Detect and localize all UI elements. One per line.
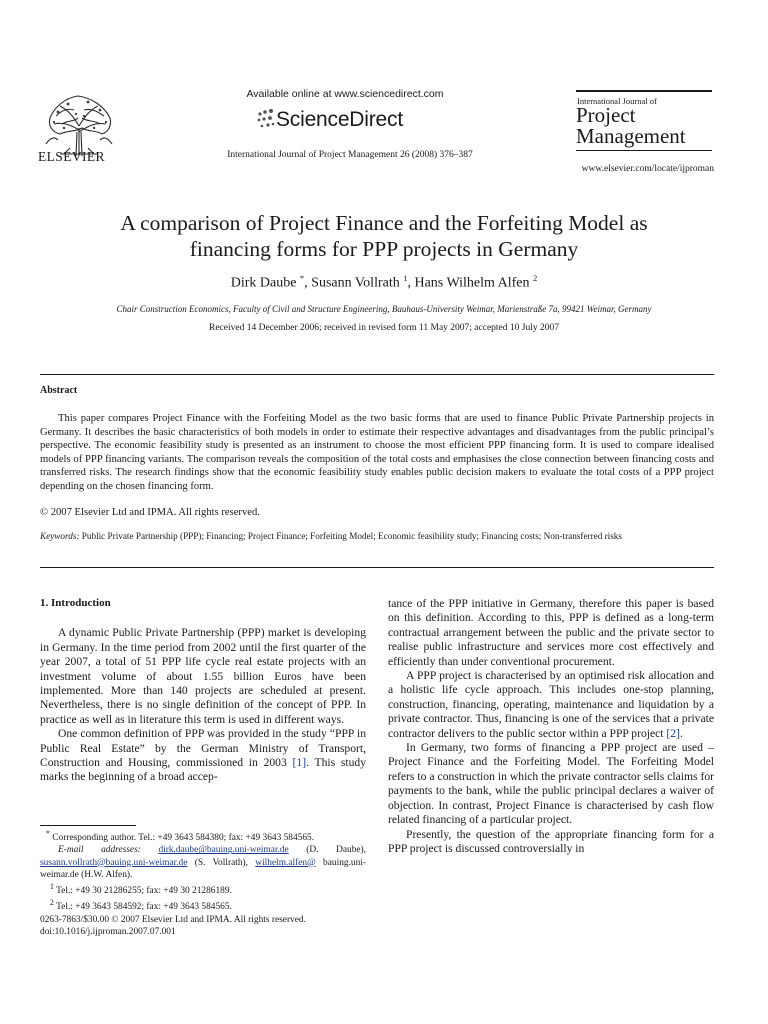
affiliation: Chair Construction Economics, Faculty of Civil and Structure Engineering, Bauhaus-University Weimar, Marienstraße 7a, 99421 Weimar, Germany — [116, 304, 652, 314]
doi-line[interactable]: doi:10.1016/j.ijproman.2007.07.001 — [40, 927, 176, 938]
masthead-management: Management — [576, 124, 686, 148]
footnote-mark: 2 — [50, 898, 54, 908]
footnote-corresponding — [40, 828, 366, 844]
journal-citation: International Journal of Project Management 26 (2008) 376–387 — [227, 150, 473, 160]
author-3: Hans Wilhelm Alfen — [414, 275, 530, 291]
journal-url[interactable]: www.elsevier.com/locate/ijproman — [581, 164, 714, 174]
footnote-emails — [40, 844, 366, 881]
email-label: E-mail addresses: — [58, 845, 141, 856]
email-link-alfen-cont[interactable]: bauing.uni-weimar.de — [40, 857, 367, 880]
keywords-label: Keywords: — [40, 531, 80, 541]
body-column-left — [40, 596, 366, 785]
email-owner: (D. Daube), — [306, 845, 367, 856]
footnote-2 — [40, 897, 366, 913]
abstract-heading: Abstract — [40, 385, 78, 396]
body-paragraph: A dynamic Public Private Partnership (PPP) market is developing in Germany. In the time period from 2002 until the first quarter of the year 2007, a total of 51 PPP life cycle real estate projects with an investment volume of about 1.55 billion Euros have been implemented. More than 140 projects are scheduled at present. Nevertheless, there is no single definition of the concept of PPP. In practice as well as in literature this term is used in different ways. — [40, 626, 366, 726]
email-owner: (H.W. Alfen). — [81, 869, 133, 880]
masthead-small-line: International Journal of — [577, 96, 657, 106]
elsevier-tree-logo — [40, 88, 118, 158]
paragraph-text: . — [679, 726, 683, 740]
abstract-bottom-rule — [40, 567, 714, 568]
body-paragraph: Presently, the question of the appropriate financing form for a PPP project is discussed controversially in — [388, 827, 714, 855]
masthead-bottom-rule — [576, 150, 712, 151]
footnote-mark: 1 — [50, 881, 54, 891]
keywords-list: Public Private Partnership (PPP); Financing; Project Finance; Forfeiting Model; Economic feasibility study; Financing costs; Non-transferred risks — [81, 531, 622, 541]
article-meta — [40, 914, 400, 939]
paragraph-text: One common definition of PPP was provided in the study “PPP in Public Real Estate” by the German Ministry of Transport, Construction and Housing, commissioned in 2003 — [40, 727, 366, 770]
body-paragraph — [40, 727, 366, 785]
journal-masthead — [576, 90, 712, 155]
footnote-text: Tel.: +49 3643 584592; fax: +49 3643 584565. — [56, 902, 232, 913]
abstract-copyright: © 2007 Elsevier Ltd and IPMA. All rights reserved. — [40, 507, 260, 518]
masthead-top-rule — [576, 90, 712, 92]
publisher-name: ELSEVIER — [38, 149, 105, 164]
footnote-1 — [40, 881, 366, 897]
author-1: Dirk Daube — [230, 275, 297, 291]
author-2: Susann Vollrath — [311, 275, 400, 291]
abstract-top-rule — [40, 374, 714, 375]
email-link-alfen[interactable]: wilhelm.alfen@ — [255, 857, 316, 868]
issn-line: 0263-7863/$30.00 © 2007 Elsevier Ltd and IPMA. All rights reserved. — [40, 915, 306, 925]
author-3-mark[interactable]: 2 — [533, 273, 538, 283]
body-paragraph — [388, 669, 714, 741]
email-link-daube[interactable]: dirk.daube@bauing.uni-weimar.de — [158, 845, 289, 856]
body-column-right — [388, 597, 714, 856]
paper-title — [60, 210, 708, 262]
author-1-mark[interactable]: * — [299, 273, 305, 283]
author-sep: , — [407, 275, 415, 291]
sciencedirect-dots-icon — [256, 108, 276, 132]
body-paragraph: In Germany, two forms of financing a PPP project are used – Project Finance and the Forfeiting Model. The Forfeiting Model refers to a construction in which the private contractor sells claims for payments to the bank, while the public principal declares a waiver of objection. In contrast, Project Finance is characterised by cash flow related financing of a particular project. — [388, 741, 714, 827]
title-line-2: financing forms for PPP projects in Germany — [189, 237, 579, 261]
email-link-vollrath[interactable]: susann.vollrath@bauing.uni-weimar.de — [40, 857, 188, 868]
footnotes — [40, 828, 366, 914]
available-online-text[interactable]: Available online at www.sciencedirect.com — [246, 88, 444, 100]
citation-link[interactable]: [1] — [292, 756, 307, 770]
footnote-rule — [40, 825, 136, 826]
footnote-text: Tel.: +49 30 21286255; fax: +49 30 21286189. — [56, 886, 232, 897]
keywords — [40, 530, 714, 543]
sciencedirect-logo-text: ScienceDirect — [276, 108, 403, 131]
paragraph-text: A PPP project is characterised by an optimised risk allocation and a holistic life cycle approach. This includes one-stop planning, construction, financing, operating, maintenance and liquidation by a private contractor. Thus, financing is one of the services that a private contractor delivers to the public sector within a PPP project — [388, 669, 714, 740]
author-2-mark[interactable]: 1 — [403, 273, 408, 283]
author-sep: , — [304, 275, 312, 291]
masthead-project: Project — [576, 103, 636, 127]
section-heading: 1. Introduction — [40, 597, 111, 609]
abstract-paragraph: This paper compares Project Finance with the Forfeiting Model as the two basic forms that are used to finance Public Private Partnership projects in Germany. It describes the basic characteristics of both models in order to estimate their respective advantages and disadvantages from the public principal’s perspective. The economic feasibility study is presented as an instrument to choose the most efficient PPP financing form. It is used to compare idealised models of PPP financing variants. The comparison reveals the composition of the total costs and emphasises the close connection between financing costs and transferred risks. The research findings show that the economic feasibility study enables public decision makers to evaluate the total costs of a PPP project depending on the chosen financing form. — [40, 413, 714, 492]
received-dates: Received 14 December 2006; received in revised form 11 May 2007; accepted 10 July 2007 — [209, 323, 559, 333]
paragraph-text: . This study marks the beginning of a broad accep- — [40, 756, 366, 784]
email-owner: (S. Vollrath), — [194, 857, 248, 868]
footnote-mark: * — [46, 829, 50, 838]
footnote-text: Corresponding author. Tel.: +49 3643 584380; fax: +49 3643 584565. — [52, 833, 315, 844]
title-line-1: A comparison of Project Finance and the Forfeiting Model as — [120, 211, 648, 235]
abstract-body — [40, 412, 714, 494]
body-paragraph: tance of the PPP initiative in Germany, therefore this paper is based on this definition. According to this, PPP is defined as a long-term contractual arrangement between the public and the private sector to realise public infrastructure and services more cost effectively and efficiently than under conventional procurement. — [388, 597, 714, 668]
citation-link[interactable]: [2] — [666, 726, 680, 740]
author-list — [100, 273, 668, 292]
